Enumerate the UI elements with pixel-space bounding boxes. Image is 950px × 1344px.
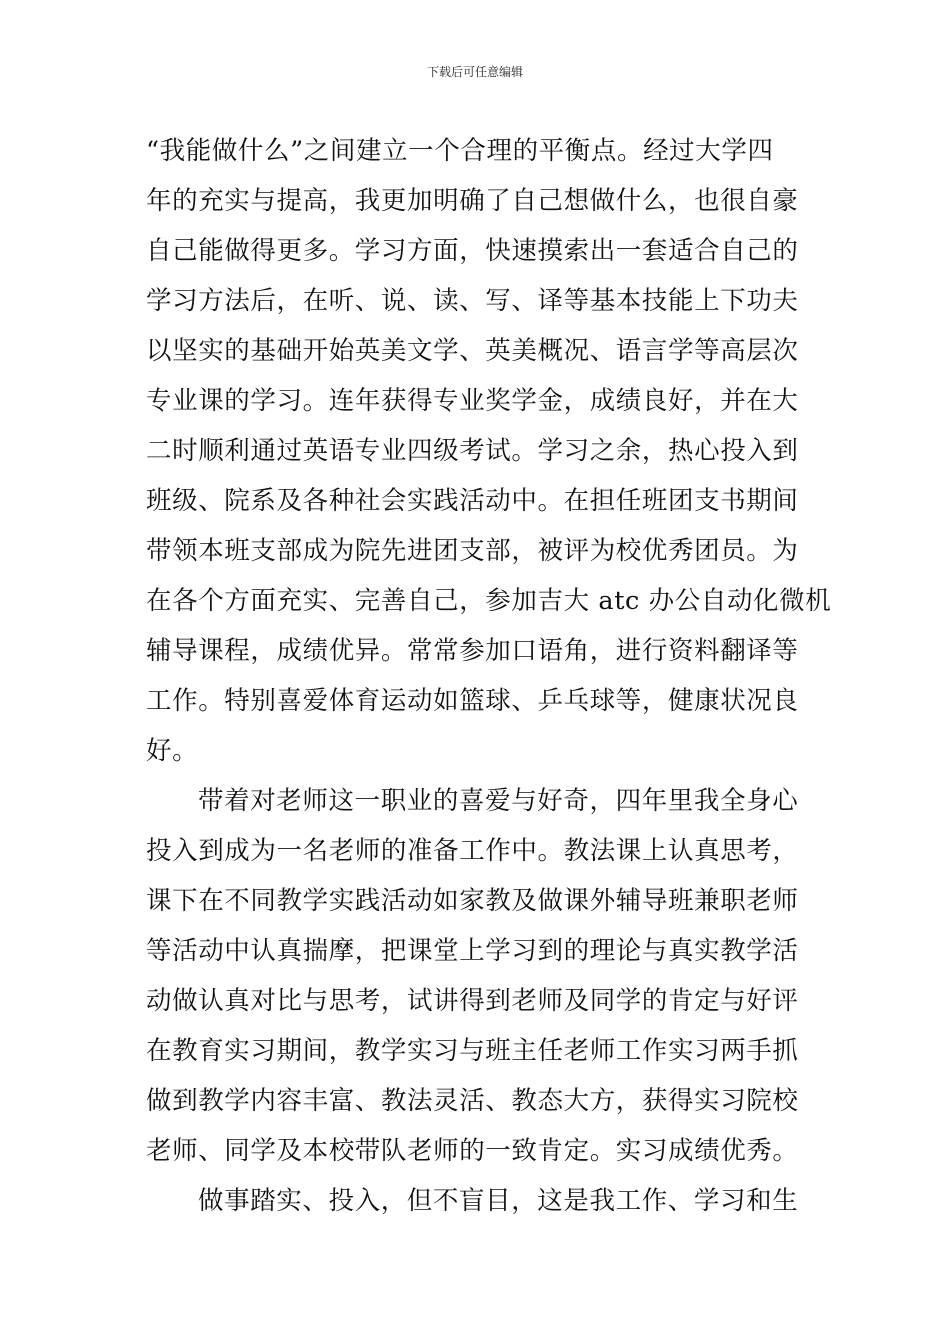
text-line: “我能做什么”之间建立一个合理的平衡点。经过大学四 (146, 136, 774, 166)
text-line: 在各个方面充实、完善自己，参加吉大 atc 办公自动化微机 (146, 586, 832, 616)
text-line: 年的充实与提高，我更加明确了自己想做什么，也很自豪 (146, 186, 799, 216)
paragraph-start-line: 带着对老师这一职业的喜爱与好奇，四年里我全身心 (198, 786, 799, 816)
text-line: 二时顺利通过英语专业四级考试。学习之余，热心投入到 (146, 436, 799, 466)
text-line: 以坚实的基础开始英美文学、英美概况、语言学等高层次 (146, 336, 799, 366)
text-line: 课下在不同教学实践活动如家教及做课外辅导班兼职老师 (146, 886, 799, 916)
text-line: 班级、院系及各种社会实践活动中。在担任班团支书期间 (146, 486, 799, 516)
document-body (146, 126, 832, 1226)
text-line: 辅导课程，成绩优异。常常参加口语角，进行资料翻译等 (146, 636, 799, 666)
text-line: 好。 (146, 736, 199, 766)
text-line: 带领本班支部成为院先进团支部，被评为校优秀团员。为 (146, 536, 799, 566)
text-line: 在教育实习期间，教学实习与班主任老师工作实习两手抓 (146, 1036, 799, 1066)
text-line: 老师、同学及本校带队老师的一致肯定。实习成绩优秀。 (146, 1136, 799, 1166)
text-line: 动做认真对比与思考，试讲得到老师及同学的肯定与好评 (146, 986, 799, 1016)
text-line: 自己能做得更多。学习方面，快速摸索出一套适合自己的 (146, 236, 799, 266)
text-line: 等活动中认真揣摩，把课堂上学习到的理论与真实教学活 (146, 936, 799, 966)
text-line: 投入到成为一名老师的准备工作中。教法课上认真思考， (146, 836, 799, 866)
paragraph-start-line: 做事踏实、投入，但不盲目，这是我工作、学习和生 (198, 1186, 799, 1216)
text-line: 工作。特别喜爱体育运动如篮球、乒乓球等，健康状况良 (146, 686, 799, 716)
page-header: 下载后可任意编辑 (426, 65, 523, 79)
text-line: 学习方法后，在听、说、读、写、译等基本技能上下功夫 (146, 286, 799, 316)
text-line: 做到教学内容丰富、教法灵活、教态大方，获得实习院校 (146, 1086, 799, 1116)
text-line: 专业课的学习。连年获得专业奖学金，成绩良好，并在大 (146, 386, 799, 416)
